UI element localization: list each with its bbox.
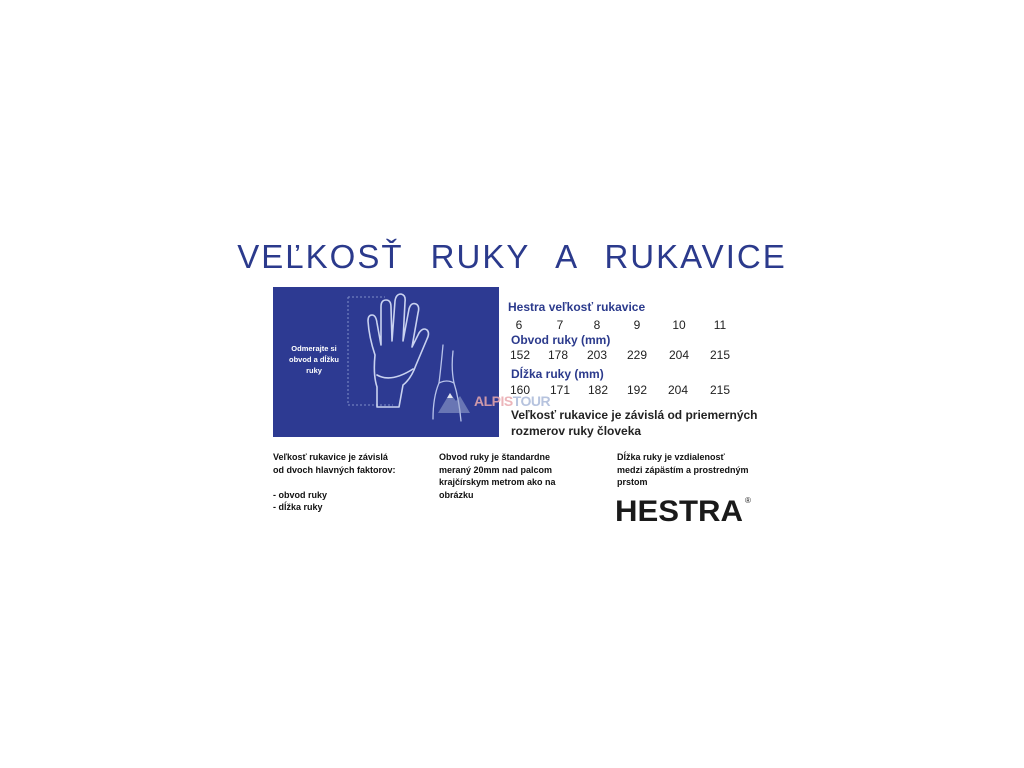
circumference-cell: 229 [626, 348, 648, 362]
size-cell: 9 [633, 318, 641, 332]
page-title: VEĽKOSŤ RUKY A RUKAVICE [237, 238, 787, 275]
circumference-cell: 204 [668, 348, 690, 362]
watermark-text: ALPISTOUR [474, 393, 551, 409]
factors-text: Veľkosť rukavice je závislá od dvoch hlavných faktorov: - obvod ruky - dĺžka ruky [273, 452, 396, 512]
circumference-cell: 152 [509, 348, 531, 362]
size-cell: 8 [593, 318, 601, 332]
size-note: Veľkosť rukavice je závislá od priemerných rozmerov ruky človeka [511, 408, 758, 438]
circumference-cell: 203 [586, 348, 608, 362]
length-label: Dĺžka ruky (mm) [511, 367, 604, 381]
hestra-logo [615, 490, 755, 526]
length-cell: 192 [626, 383, 648, 397]
circumference-cell: 215 [709, 348, 731, 362]
length-cell: 182 [587, 383, 609, 397]
registered-mark: ® [745, 496, 751, 505]
logo-text: HESTRA [615, 495, 743, 526]
size-table-heading: Hestra veľkosť rukavice [508, 300, 646, 314]
length-cell: 215 [709, 383, 731, 397]
mountain-icon [434, 387, 474, 415]
circumference-label: Obvod ruky (mm) [511, 333, 611, 347]
size-cell: 11 [713, 318, 727, 332]
circumference-cell: 178 [547, 348, 569, 362]
length-text: Dĺžka ruky je vzdialenosť medzi zápästím a prostredným prstom [617, 452, 749, 487]
size-cell: 10 [672, 318, 686, 332]
size-cell: 6 [515, 318, 523, 332]
length-cell: 171 [549, 383, 571, 397]
size-cell: 7 [556, 318, 564, 332]
length-cell: 160 [509, 383, 531, 397]
length-cell: 204 [667, 383, 689, 397]
circumference-text: Obvod ruky je štandardne meraný 20mm nad palcom krajčírskym metrom ako na obrázku [439, 452, 556, 500]
measure-instruction: Odmerajte si obvod a dĺžku ruky [288, 344, 339, 375]
